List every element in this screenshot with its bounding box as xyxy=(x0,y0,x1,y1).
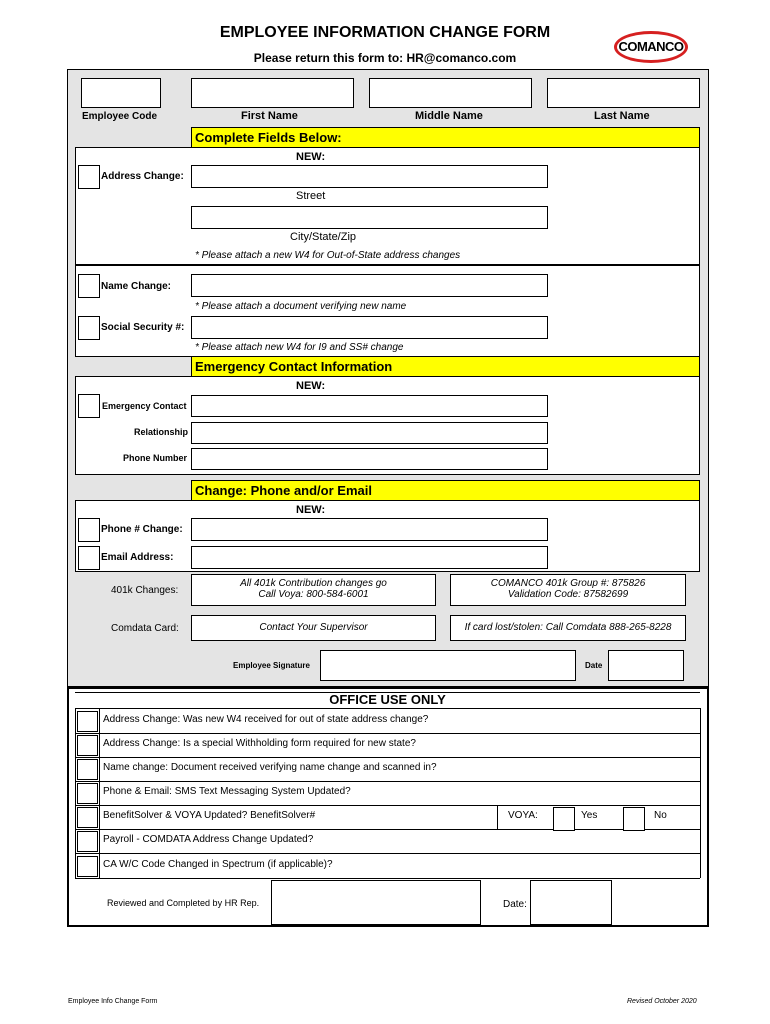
office-row-rule xyxy=(75,853,700,854)
401k-voya-info-box xyxy=(191,574,436,606)
name-change-checkbox[interactable] xyxy=(78,274,100,298)
office-row-rule xyxy=(75,781,700,782)
voya-yes-label: Yes xyxy=(581,810,598,821)
office-row-label: Name change: Document received verifying name change and scanned in? xyxy=(103,762,437,773)
street-label: Street xyxy=(296,190,326,202)
office-row-checkbox[interactable] xyxy=(77,711,98,732)
office-row-label: Payroll - COMDATA Address Change Updated? xyxy=(103,834,314,845)
office-row-rule xyxy=(75,829,700,830)
emergency-contact-input[interactable] xyxy=(191,395,548,417)
office-row-checkbox[interactable] xyxy=(77,735,98,756)
footer-form-name: Employee Info Change Form xyxy=(68,998,158,1005)
employee-code-label: Employee Code xyxy=(82,111,158,122)
comdata-supervisor-box xyxy=(191,615,436,641)
office-col-rule xyxy=(700,708,701,878)
401k-voya-line1: All 401k Contribution changes go xyxy=(240,578,387,589)
last-name-input[interactable] xyxy=(547,78,700,108)
return-instructions: Please return this form to: HR@comanco.com xyxy=(253,51,517,65)
office-row-checkbox[interactable] xyxy=(77,856,98,877)
office-col-rule xyxy=(497,805,498,829)
name-change-input[interactable] xyxy=(191,274,548,297)
first-name-input[interactable] xyxy=(191,78,354,108)
voya-no-checkbox[interactable] xyxy=(623,807,645,831)
email-address-input[interactable] xyxy=(191,546,548,569)
office-row-checkbox[interactable] xyxy=(77,759,98,780)
office-row-rule xyxy=(75,708,700,709)
employee-code-input[interactable] xyxy=(81,78,161,108)
emergency-contact-header: Emergency Contact Information xyxy=(191,356,700,377)
logo-text: COMANCO xyxy=(618,39,684,54)
comdata-label: Comdata Card: xyxy=(111,623,179,634)
voya-yes-checkbox[interactable] xyxy=(553,807,575,831)
401k-group-line2: Validation Code: 87582699 xyxy=(507,589,629,600)
emergency-contact-label: Emergency Contact xyxy=(102,401,187,411)
footer-revision: Revised October 2020 xyxy=(627,998,697,1005)
ssn-checkbox[interactable] xyxy=(78,316,100,340)
address-change-label: Address Change: xyxy=(101,171,184,182)
employee-signature-input[interactable] xyxy=(320,650,576,681)
employee-signature-label: Employee Signature xyxy=(233,661,310,670)
name-change-note: * Please attach a document verifying new name xyxy=(195,301,407,312)
office-row-label: BenefitSolver & VOYA Updated? BenefitSolver# xyxy=(103,810,316,821)
comdata-supervisor-text: Contact Your Supervisor xyxy=(259,622,368,633)
office-row-label: Phone & Email: SMS Text Messaging System Updated? xyxy=(103,786,351,797)
street-input[interactable] xyxy=(191,165,548,188)
section-complete-fields-header: Complete Fields Below: xyxy=(191,127,700,148)
phone-number-label: Phone Number xyxy=(123,453,188,463)
city-state-zip-input[interactable] xyxy=(191,206,548,229)
office-row-checkbox[interactable] xyxy=(77,807,98,828)
office-row-checkbox[interactable] xyxy=(77,831,98,852)
relationship-label: Relationship xyxy=(134,427,189,437)
comanco-logo xyxy=(614,31,688,63)
comdata-lost-box xyxy=(450,615,686,641)
address-change-checkbox[interactable] xyxy=(78,165,100,189)
401k-label: 401k Changes: xyxy=(111,585,179,596)
form-title: EMPLOYEE INFORMATION CHANGE FORM xyxy=(219,24,551,41)
phone-email-header: Change: Phone and/or Email xyxy=(191,480,700,501)
voya-no-label: No xyxy=(654,810,667,821)
office-col-rule xyxy=(99,708,100,878)
office-row-rule xyxy=(75,878,700,879)
401k-voya-line2: Call Voya: 800-584-6001 xyxy=(258,589,369,600)
middle-name-input[interactable] xyxy=(369,78,532,108)
emergency-contact-checkbox[interactable] xyxy=(78,394,100,418)
email-address-checkbox[interactable] xyxy=(78,546,100,570)
signature-date-label: Date xyxy=(585,661,603,670)
office-date-label: Date: xyxy=(503,899,527,910)
reviewed-by-input[interactable] xyxy=(271,880,481,925)
phone-change-label: Phone # Change: xyxy=(101,524,183,535)
reviewed-by-label: Reviewed and Completed by HR Rep. xyxy=(107,898,260,908)
office-row-label: CA W/C Code Changed in Spectrum (if applicable)? xyxy=(103,859,333,870)
ssn-input[interactable] xyxy=(191,316,548,339)
office-row-label: Address Change: Is a special Withholding form required for new state? xyxy=(103,738,416,749)
middle-name-label: Middle Name xyxy=(415,110,483,122)
name-change-label: Name Change: xyxy=(101,281,172,292)
section2-new-label: NEW: xyxy=(296,380,326,392)
phone-change-input[interactable] xyxy=(191,518,548,541)
first-name-label: First Name xyxy=(241,110,298,122)
city-state-zip-label: City/State/Zip xyxy=(290,231,357,243)
section1-new-label: NEW: xyxy=(296,151,326,163)
ssn-label: Social Security #: xyxy=(101,322,185,333)
phone-change-checkbox[interactable] xyxy=(78,518,100,542)
office-use-title: OFFICE USE ONLY xyxy=(329,692,446,707)
office-row-rule xyxy=(75,733,700,734)
ssn-note: * Please attach new W4 for I9 and SS# change xyxy=(195,342,404,353)
relationship-input[interactable] xyxy=(191,422,548,444)
w4-note: * Please attach a new W4 for Out-of-State address changes xyxy=(195,250,461,261)
section3-new-label: NEW: xyxy=(296,504,326,516)
office-row-checkbox[interactable] xyxy=(77,783,98,804)
phone-number-input[interactable] xyxy=(191,448,548,470)
signature-date-input[interactable] xyxy=(608,650,684,681)
office-row-rule xyxy=(75,757,700,758)
office-row-rule xyxy=(75,805,700,806)
comdata-lost-text: If card lost/stolen: Call Comdata 888-265-8228 xyxy=(464,622,672,633)
last-name-label: Last Name xyxy=(594,110,650,122)
voya-label: VOYA: xyxy=(508,810,538,821)
office-row-label: Address Change: Was new W4 received for out of state address change? xyxy=(103,714,429,725)
office-date-input[interactable] xyxy=(530,880,612,925)
401k-group-line1: COMANCO 401k Group #: 875826 xyxy=(490,578,646,589)
email-address-label: Email Address: xyxy=(101,552,174,563)
office-col-rule xyxy=(75,708,76,878)
401k-group-info-box xyxy=(450,574,686,606)
